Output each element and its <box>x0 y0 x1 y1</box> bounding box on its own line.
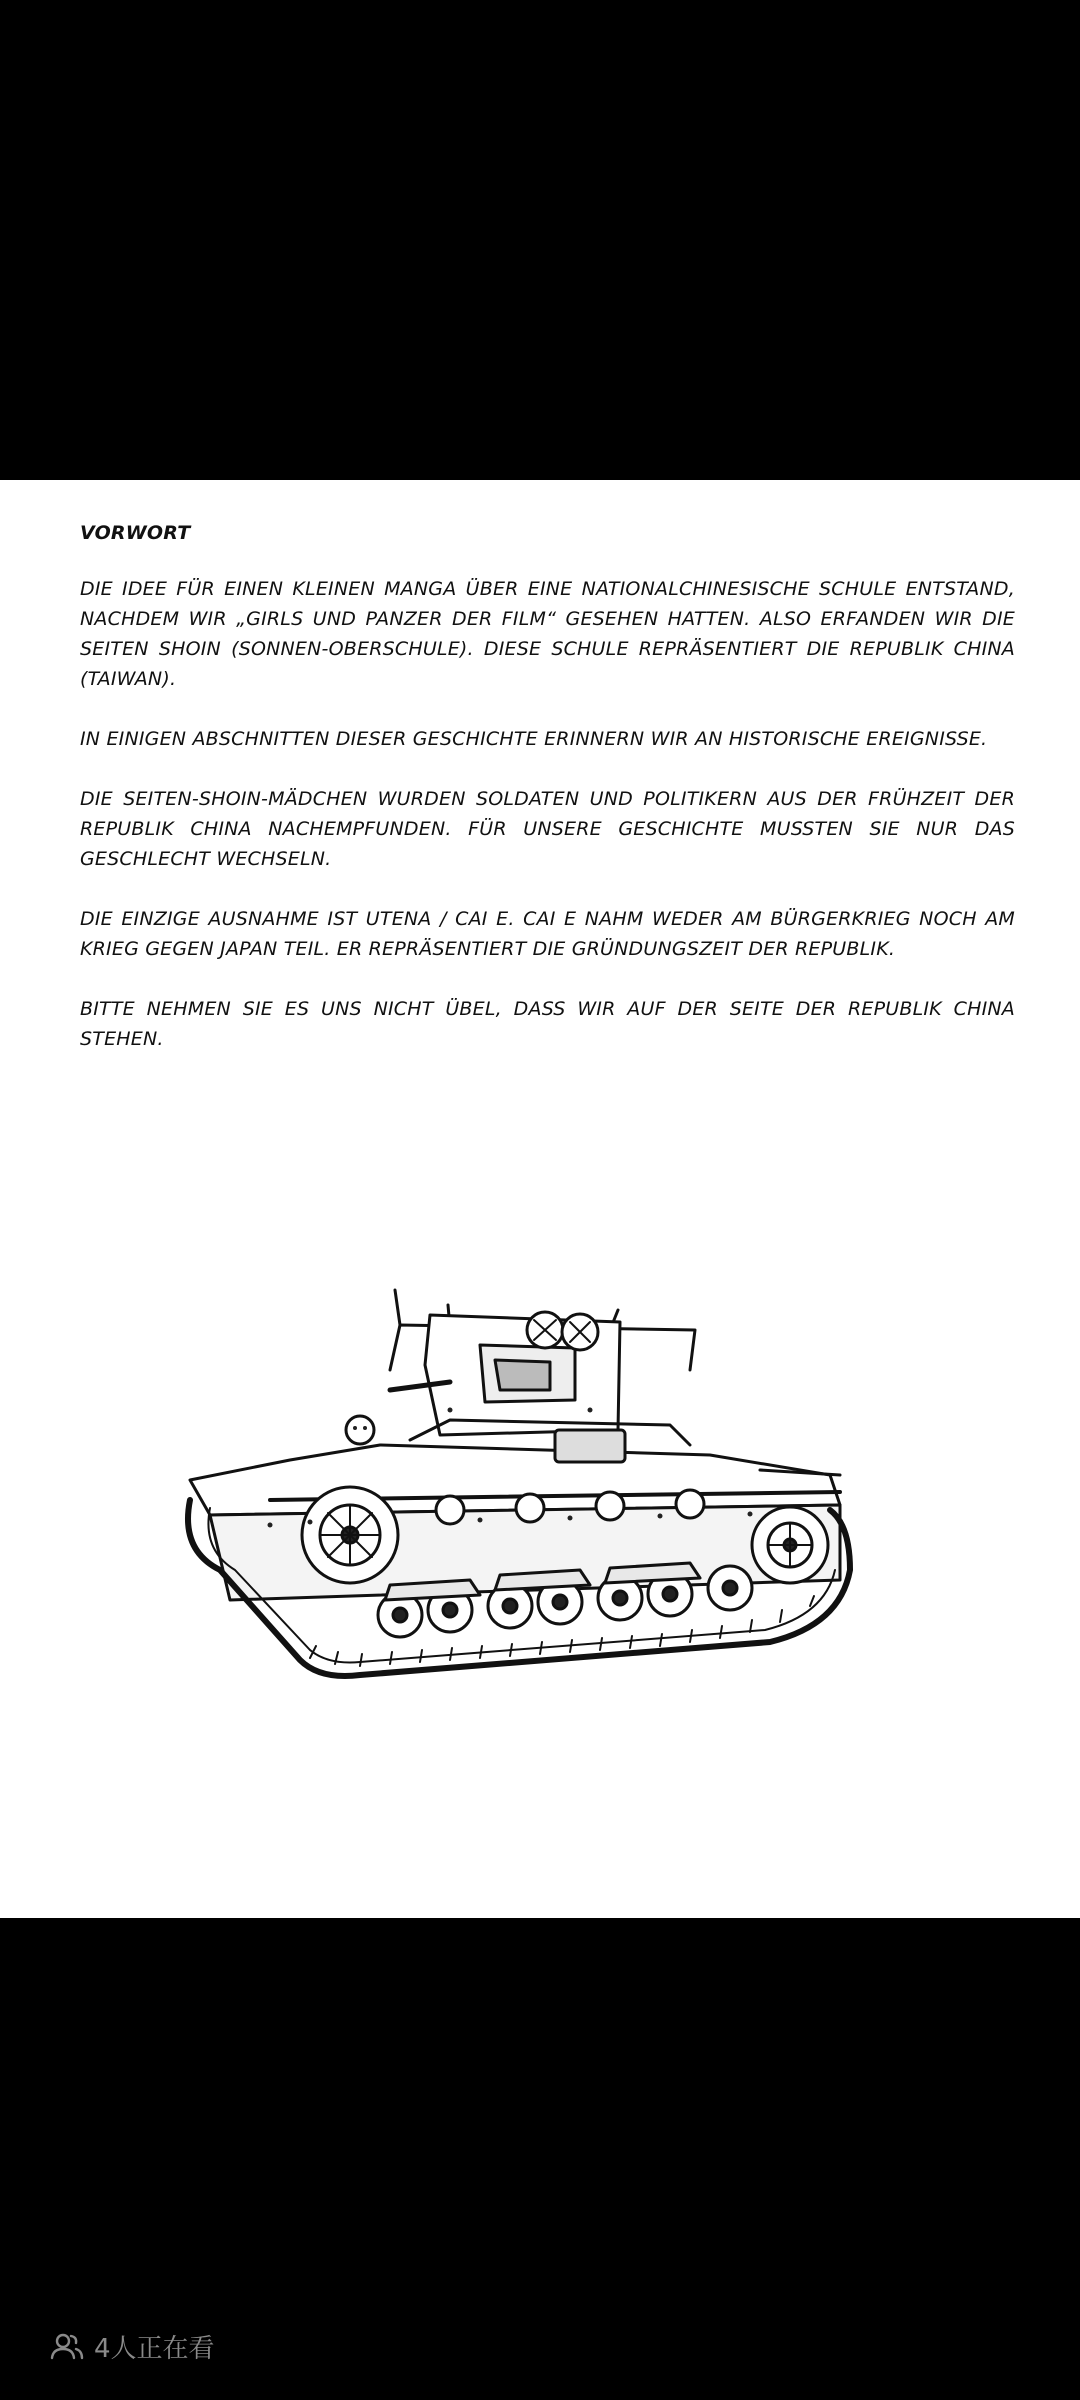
foreword-paragraph-3: DIE SEITEN-SHOIN-MÄDCHEN WURDEN SOLDATEN UND POLITIKERN AUS DER FRÜHZEIT DER REPUBLIK CHINA NACHEMPFUNDEN. FÜR UNSERE GESCHICHTE MUSSTEN SIE NUR DAS GESCHLECHT WECHSELN. <box>80 788 1015 870</box>
foreword-paragraph-5: BITTE NEHMEN SIE ES UNS NICHT ÜBEL, DASS WIR AUF DER SEITE DER REPUBLIK CHINA STEHEN. <box>80 998 1015 1050</box>
viewers-count-text: 4人正在看 <box>94 2333 215 2364</box>
manga-page[interactable] <box>0 480 1080 1918</box>
foreword-paragraph-2: IN EINIGEN ABSCHNITTEN DIESER GESCHICHTE ERINNERN WIR AN HISTORISCHE EREIGNISSE. <box>80 728 988 750</box>
top-black-area <box>0 0 1080 480</box>
foreword-paragraph-1: DIE IDEE FÜR EINEN KLEINEN MANGA ÜBER EINE NATIONALCHINESISCHE SCHULE ENTSTAND, NACHDEM WIR „GIRLS UND PANZER DER FILM“ GESEHEN HATTEN. ALSO ERFANDEN WIR DIE SEITEN SHOIN (SONNEN-OBERSCHULE). DIESE SCHULE REPRÄSENTIERT DIE REPUBLIK CHINA (TAIWAN). <box>80 578 1015 690</box>
foreword-heading: VORWORT <box>80 522 191 544</box>
foreword-text <box>80 518 1015 1084</box>
viewers-icon <box>50 2332 84 2360</box>
tank-illustration <box>150 1270 910 1690</box>
foreword-paragraph-4: DIE EINZIGE AUSNAHME IST UTENA / CAI E. CAI E NAHM WEDER AM BÜRGERKRIEG NOCH AM KRIEG GEGEN JAPAN TEIL. ER REPRÄSENTIERT DIE GRÜNDUNGSZEIT DER REPUBLIK. <box>80 908 1015 960</box>
live-viewers-indicator <box>50 2326 215 2366</box>
